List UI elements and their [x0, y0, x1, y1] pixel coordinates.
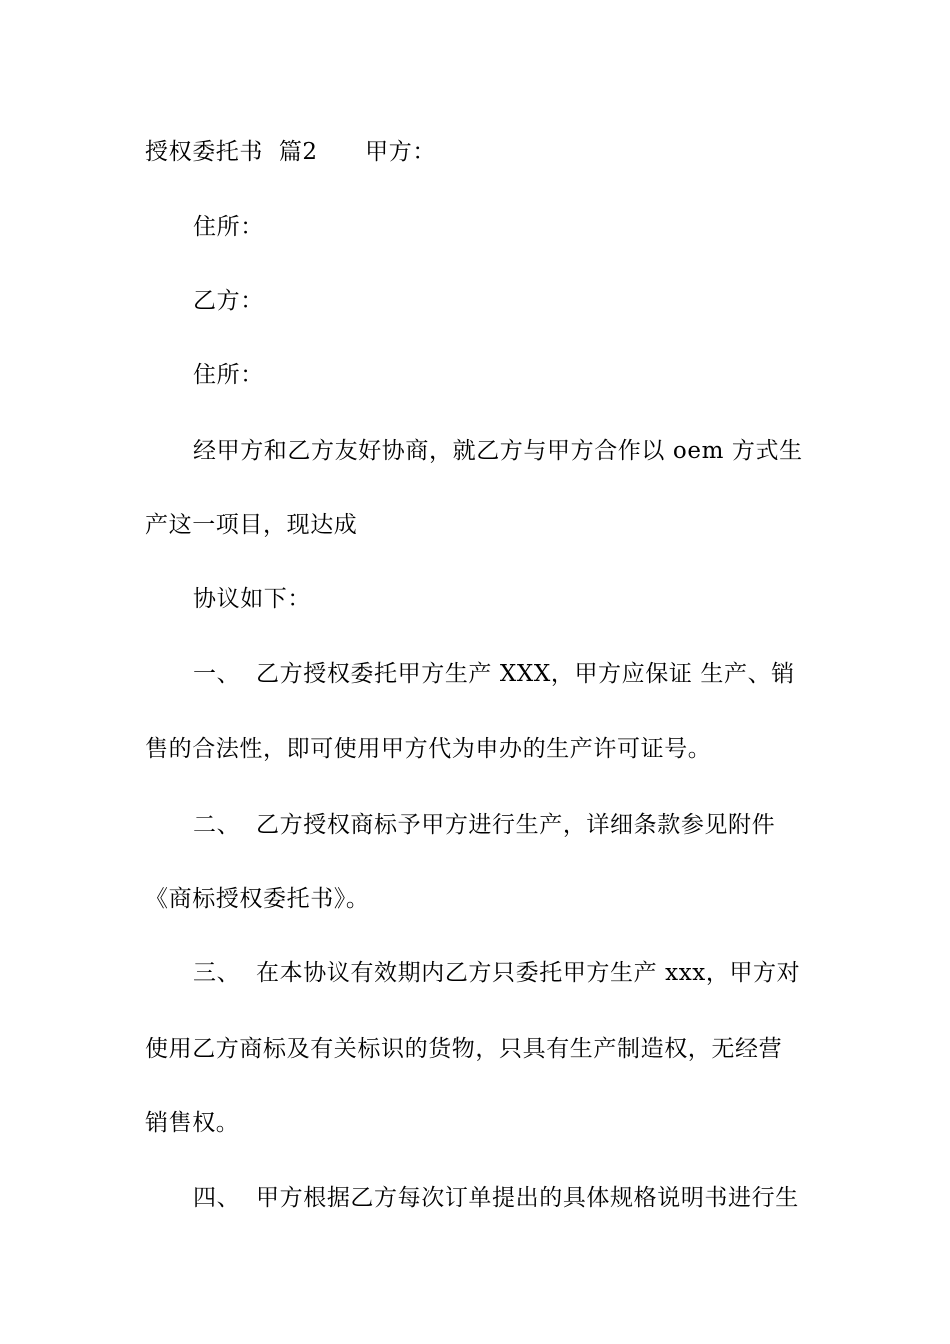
clause-2-line: 《商标授权委托书》。: [145, 886, 370, 912]
document-title-line: 授权委托书 篇2 甲方：: [145, 139, 436, 165]
paragraph-line: 产这一项目，现达成: [145, 512, 358, 538]
party-a-address-label: 住所：: [193, 214, 264, 240]
clause-3-line: 使用乙方商标及有关标识的货物，只具有生产制造权，无经营: [145, 1036, 783, 1062]
clause-3-line: 三、 在本协议有效期内乙方只委托甲方生产 xxx，甲方对: [193, 960, 801, 986]
paragraph-line: 协议如下：: [193, 586, 311, 612]
clause-4-line: 四、 甲方根据乙方每次订单提出的具体规格说明书进行生: [193, 1185, 799, 1211]
clause-2-line: 二、 乙方授权商标予甲方进行生产，详细条款参见附件: [193, 812, 776, 838]
paragraph-line: 经甲方和乙方友好协商，就乙方与甲方合作以 oem 方式生: [193, 438, 803, 464]
clause-3-line: 销售权。: [145, 1110, 240, 1136]
party-b-label: 乙方：: [193, 288, 264, 314]
clause-1-line: 一、 乙方授权委托甲方生产 XXX，甲方应保证 生产、销: [193, 661, 795, 687]
party-b-address-label: 住所：: [193, 362, 264, 388]
clause-1-line: 售的合法性，即可使用甲方代为申办的生产许可证号。: [145, 736, 712, 762]
